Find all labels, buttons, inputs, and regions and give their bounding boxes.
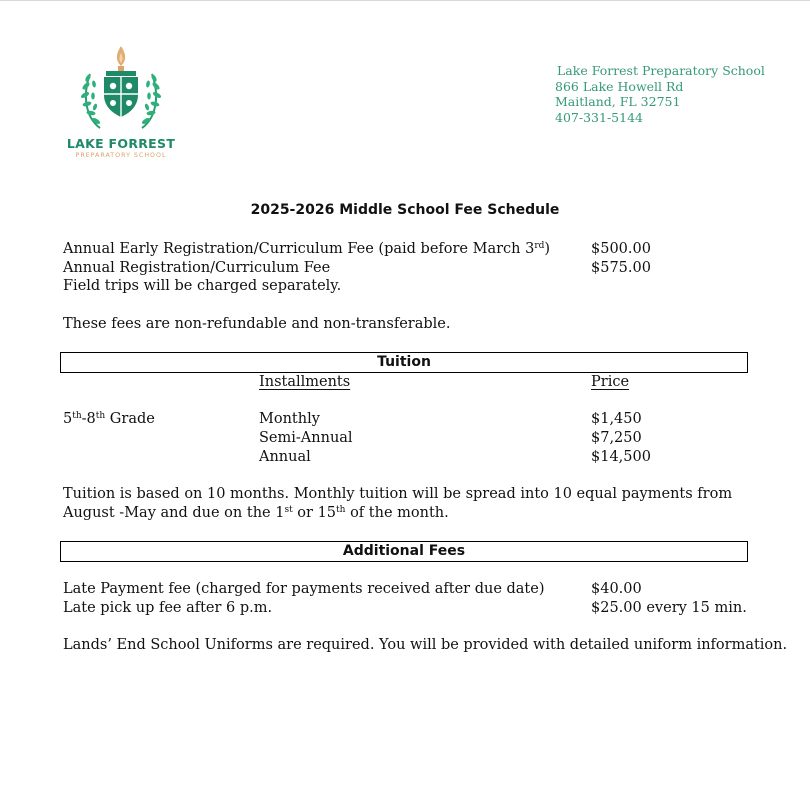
registration-price: $575.00 xyxy=(591,260,651,276)
address-city: Maitland, FL 32751 xyxy=(555,94,681,110)
address-phone: 407-331-5144 xyxy=(555,110,643,126)
address-school-name: Lake Forrest Preparatory School xyxy=(557,63,765,78)
early-registration-price: $500.00 xyxy=(591,241,651,257)
document-title: 2025-2026 Middle School Fee Schedule xyxy=(250,202,560,218)
tuition-heading: Tuition xyxy=(60,352,748,373)
uniforms-note: Lands’ End School Uniforms are required. You will be provided with detailed uniform information. xyxy=(63,637,788,653)
late-pickup-price: $25.00 every 15 min. xyxy=(591,600,747,616)
late-pickup-label: Late pick up fee after 6 p.m. xyxy=(63,600,273,616)
crest-emblem xyxy=(60,40,182,136)
grade-range-label: 5th-8th Grade xyxy=(63,411,155,427)
field-trips-note: Field trips will be charged separately. xyxy=(63,278,342,294)
top-divider xyxy=(0,0,810,1)
late-payment-price: $40.00 xyxy=(591,581,642,597)
logo-school-name: LAKE FORREST xyxy=(66,136,176,151)
price-column-header: Price xyxy=(591,374,630,390)
registration-label: Annual Registration/Curriculum Fee xyxy=(63,260,331,276)
refund-note: These fees are non-refundable and non-transferable. xyxy=(63,316,451,332)
tuition-note-line-2: August -May and due on the 1st or 15th of the month. xyxy=(63,505,449,521)
logo-school-subtitle: PREPARATORY SCHOOL xyxy=(75,152,167,159)
price-semi-annual: $7,250 xyxy=(591,430,642,446)
additional-fees-heading: Additional Fees xyxy=(60,541,748,562)
installment-annual: Annual xyxy=(259,449,311,465)
school-address xyxy=(555,63,765,126)
price-monthly: $1,450 xyxy=(591,411,642,427)
tuition-note-line-1: Tuition is based on 10 months. Monthly tuition will be spread into 10 equal payments from xyxy=(63,486,733,502)
school-logo xyxy=(60,40,190,165)
early-registration-label: Annual Early Registration/Curriculum Fee (paid before March 3rd) xyxy=(63,241,551,257)
installment-semi-annual: Semi-Annual xyxy=(259,430,353,446)
late-payment-label: Late Payment fee (charged for payments received after due date) xyxy=(63,581,545,597)
installments-column-header: Installments xyxy=(259,374,351,390)
price-annual: $14,500 xyxy=(591,449,651,465)
address-street: 866 Lake Howell Rd xyxy=(555,78,684,94)
installment-monthly: Monthly xyxy=(259,411,320,427)
